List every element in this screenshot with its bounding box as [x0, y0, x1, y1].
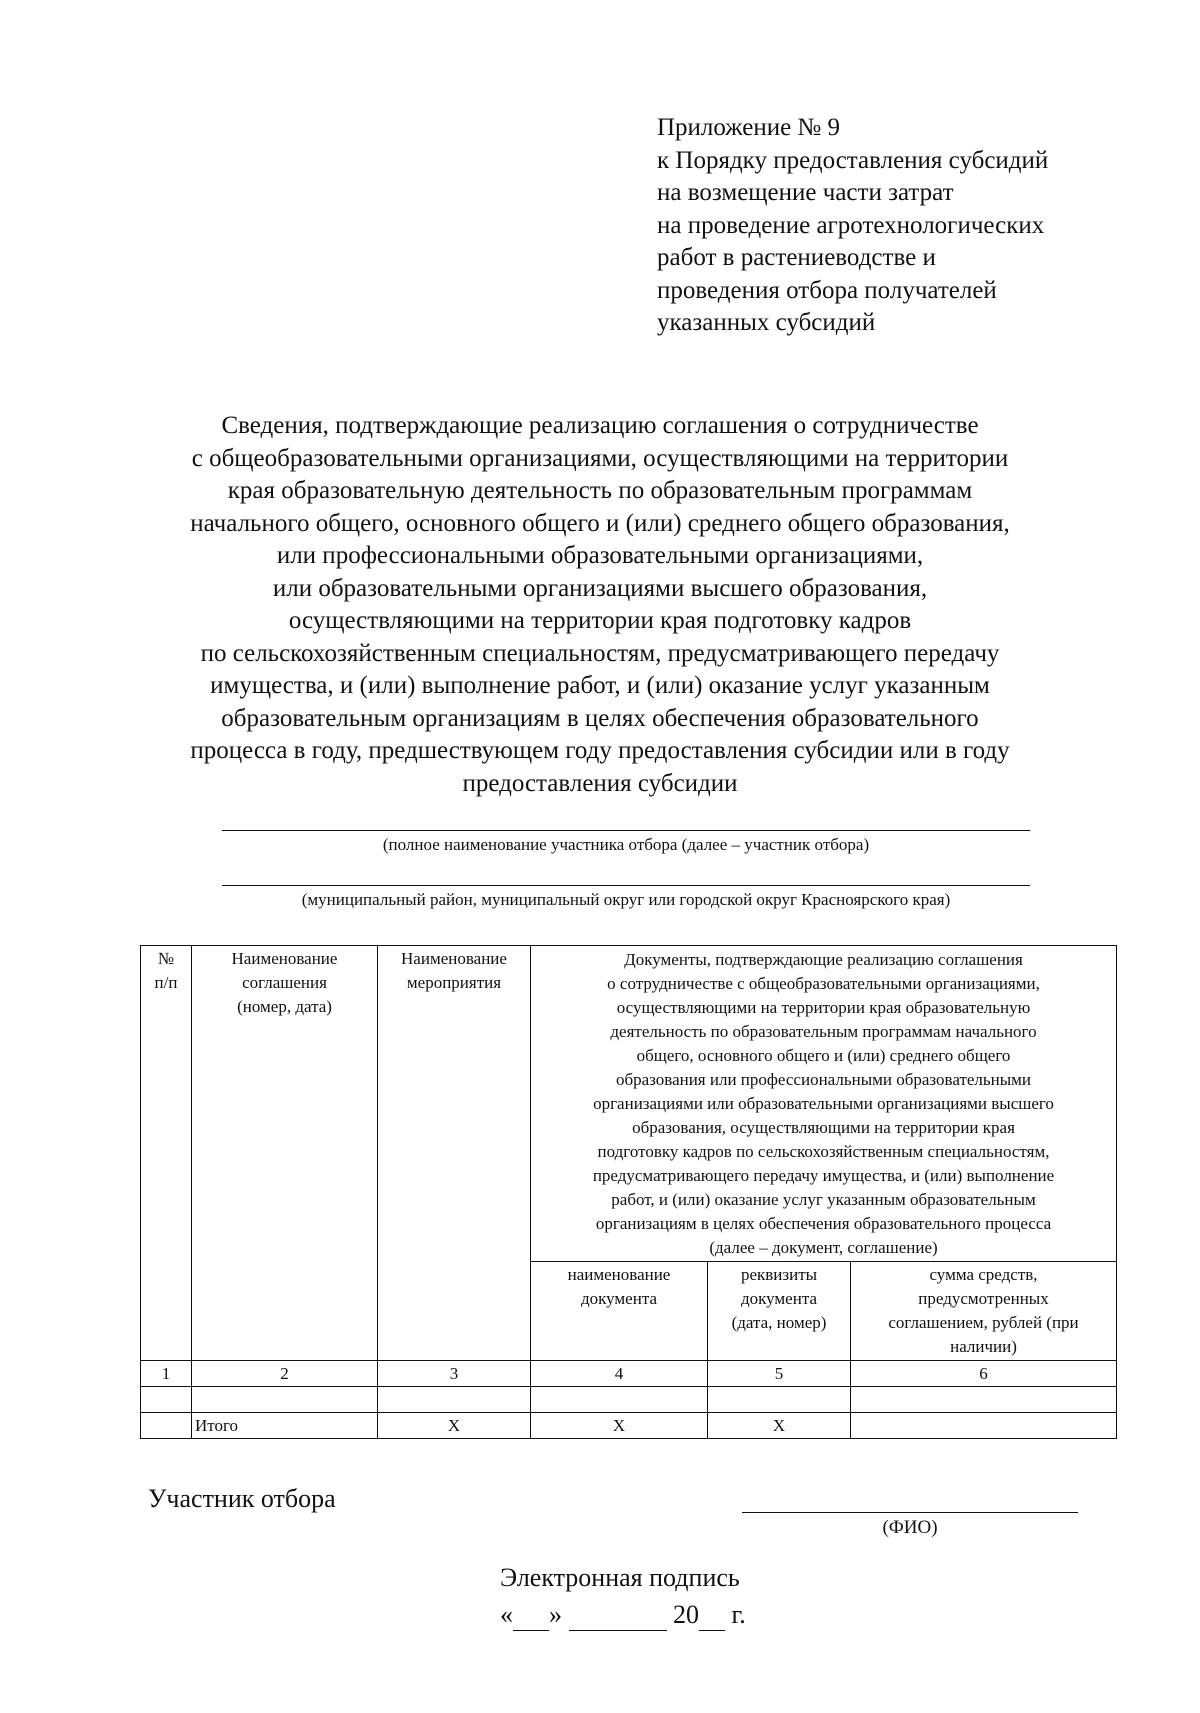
header-text: соглашения	[242, 973, 327, 992]
district-caption: (муниципальный район, муниципальный округ или городской округ Красноярского края)	[301, 890, 951, 909]
table-cell[interactable]	[851, 1387, 1117, 1413]
title-line: или профессиональными образовательными организациями,	[276, 542, 924, 569]
table-cell[interactable]	[192, 1387, 378, 1413]
header-amount	[851, 1262, 1117, 1361]
header-doc-name	[531, 1262, 708, 1361]
total-x-mark: X	[531, 1413, 708, 1439]
title-line: с общеобразовательными организациями, осуществляющими на территории	[191, 444, 1009, 472]
title-line: Сведения, подтверждающие реализацию соглашения о сотрудничестве	[221, 412, 979, 439]
table-cell[interactable]	[531, 1387, 708, 1413]
title-line: процесса в году, предшествующем году предоставления субсидии или в году	[190, 737, 1010, 764]
year-blank[interactable]	[699, 1600, 725, 1631]
title-line: начального общего, основного общего и (или) среднего общего образования,	[190, 509, 1010, 537]
fio-line[interactable]	[742, 1512, 1078, 1513]
header-doc-details	[708, 1262, 851, 1361]
participant-name-caption: (полное наименование участника отбора (далее – участник отбора)	[382, 835, 870, 854]
appendix-line: к Порядку предоставления субсидий	[657, 146, 1049, 174]
title-line: имущества, и (или) выполнение работ, и (или) оказание услуг указанным	[210, 672, 990, 699]
header-text: Документы, подтверждающие реализацию соглашения	[624, 950, 1023, 969]
column-number-row	[141, 1361, 1117, 1387]
year-suffix: г.	[731, 1600, 746, 1629]
title-line: предоставления субсидии	[462, 769, 738, 797]
column-number: 3	[378, 1361, 531, 1387]
header-text: мероприятия	[406, 973, 502, 992]
header-text: №	[157, 949, 175, 968]
header-text: реквизиты	[740, 1265, 818, 1284]
district-line[interactable]	[222, 885, 1030, 886]
header-text: работ, и (или) оказание услуг указанным образовательным	[611, 1190, 1036, 1209]
header-text: (номер, дата)	[237, 997, 332, 1016]
header-agreement	[192, 946, 378, 1361]
header-text: общего, основного общего и (или) среднего общего	[636, 1046, 1011, 1065]
column-number: 4	[531, 1361, 708, 1387]
title-line: по сельскохозяйственным специальностям, предусматривающего передачу	[200, 639, 1000, 667]
column-number: 6	[851, 1361, 1117, 1387]
title-line: осуществляющими на территории края подготовку кадров	[288, 607, 912, 634]
total-x-mark: X	[708, 1413, 851, 1439]
appendix-line: на проведение агротехнологических	[657, 211, 1045, 239]
header-text: документа	[580, 1289, 658, 1308]
table-cell[interactable]	[378, 1387, 531, 1413]
header-text: соглашением, рублей (при	[888, 1313, 1079, 1332]
appendix-line: на возмещение части затрат	[657, 179, 954, 206]
header-text: о сотрудничестве с общеобразовательными организациями,	[607, 974, 1040, 993]
title-line: образовательным организациям в целях обеспечения образовательного	[221, 704, 979, 732]
header-text: предусмотренных	[918, 1289, 1049, 1308]
table-header-row	[141, 946, 1117, 1262]
fio-caption: (ФИО)	[882, 1517, 938, 1538]
title-line: или образовательными организациями высшего образования,	[272, 574, 928, 602]
header-text: предусматривающего передачу имущества, и (или) выполнение	[592, 1166, 1055, 1185]
column-number: 5	[708, 1361, 851, 1387]
report-table	[140, 945, 1117, 1439]
participant-label: Участник отбора	[148, 1484, 336, 1513]
document-title	[120, 410, 1080, 800]
header-text: деятельность по образовательным программам начального	[610, 1022, 1037, 1041]
title-line: края образовательную деятельность по образовательным программам	[227, 477, 973, 504]
total-label: Итого	[192, 1413, 378, 1439]
header-event	[378, 946, 531, 1361]
header-text: организациям в целях обеспечения образовательного процесса	[595, 1214, 1052, 1233]
header-text: наименование	[567, 1265, 671, 1284]
table-cell[interactable]	[141, 1387, 192, 1413]
total-row	[141, 1413, 1117, 1439]
open-quote: «	[500, 1600, 513, 1629]
esign-label: Электронная подпись	[500, 1563, 740, 1592]
table-row	[141, 1387, 1117, 1413]
header-text: организациями или образовательными организациями высшего	[593, 1094, 1054, 1113]
appendix-header	[657, 112, 1137, 340]
total-x-mark: X	[378, 1413, 531, 1439]
table-cell[interactable]	[708, 1387, 851, 1413]
appendix-line: проведения отбора получателей	[657, 276, 997, 304]
year-prefix: 20	[673, 1600, 699, 1629]
header-text: (дата, номер)	[731, 1313, 827, 1332]
appendix-line: Приложение № 9	[657, 114, 841, 141]
header-text: осуществляющими на территории края образовательную	[616, 998, 1031, 1017]
total-amount-cell[interactable]	[851, 1413, 1117, 1439]
header-text: подготовку кадров по сельскохозяйственным специальностям,	[597, 1142, 1050, 1161]
header-text: Наименование	[401, 949, 507, 968]
header-text: сумма средств,	[929, 1265, 1038, 1284]
participant-name-line[interactable]	[222, 830, 1030, 831]
header-text: Наименование	[231, 949, 338, 968]
appendix-line: указанных субсидий	[657, 309, 876, 336]
column-number: 2	[192, 1361, 378, 1387]
header-text: п/п	[154, 973, 178, 992]
header-text: документа	[740, 1289, 818, 1308]
header-text: образования или профессиональными образовательными	[615, 1070, 1032, 1089]
header-text: образования, осуществляющими на территории края	[632, 1118, 1015, 1137]
header-text: (далее – документ, соглашение)	[709, 1238, 938, 1257]
header-documents	[531, 946, 1117, 1262]
day-blank[interactable]	[513, 1600, 549, 1631]
table-cell	[141, 1413, 192, 1439]
header-text: наличии)	[950, 1337, 1017, 1356]
header-num	[141, 946, 192, 1361]
signature-date	[500, 1600, 746, 1631]
month-blank[interactable]	[569, 1600, 667, 1631]
column-number: 1	[141, 1361, 192, 1387]
close-quote: »	[549, 1600, 562, 1629]
appendix-line: работ в растениеводстве и	[657, 244, 936, 271]
